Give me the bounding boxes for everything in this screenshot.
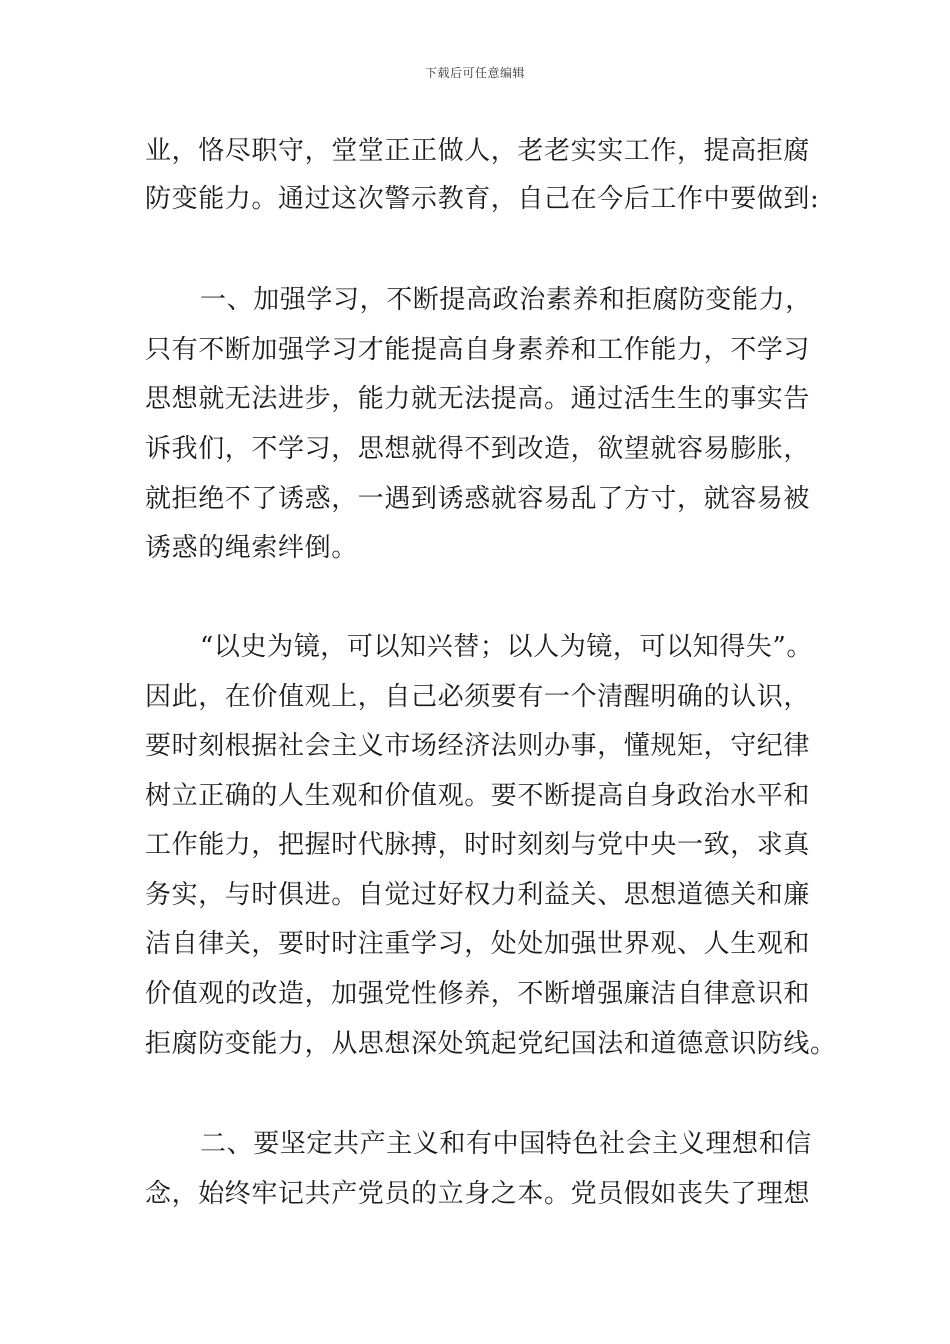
paragraph-2-line-5: 就拒绝不了诱惑，一遇到诱惑就容易乱了方寸，就容易被	[145, 484, 811, 514]
paragraph-3-line-2: 因此，在价值观上，自己必须要有一个清醒明确的认识，	[145, 682, 811, 712]
paragraph-3-line-5: 工作能力，把握时代脉搏，时时刻刻与党中央一致，求真	[145, 830, 811, 860]
paragraph-3-line-1: “以史为镜，可以知兴替；以人为镜，可以知得失”。	[200, 632, 813, 662]
paragraph-3-line-4: 树立正确的人生观和价值观。要不断提高自身政治水平和	[145, 781, 811, 811]
paragraph-2-line-2: 只有不断加强学习才能提高自身素养和工作能力，不学习	[145, 335, 811, 365]
paragraph-3-line-7: 洁自律关，要时时注重学习，处处加强世界观、人生观和	[145, 929, 811, 959]
paragraph-2-line-1: 一、加强学习，不断提高政治素养和拒腐防变能力，	[200, 285, 812, 315]
paragraph-3-line-3: 要时刻根据社会主义市场经济法则办事，懂规矩，守纪律	[145, 731, 811, 761]
paragraph-1-line-2: 防变能力。通过这次警示教育，自己在今后工作中要做到:	[145, 184, 820, 214]
paragraph-4-line-1: 二、要坚定共产主义和有中国特色社会主义理想和信	[200, 1129, 812, 1159]
paragraph-2-line-3: 思想就无法进步，能力就无法提高。通过活生生的事实告	[145, 384, 811, 414]
paragraph-2-line-4: 诉我们，不学习，思想就得不到改造，欲望就容易膨胀，	[145, 434, 811, 464]
paragraph-3-line-9: 拒腐防变能力，从思想深处筑起党纪国法和道德意识防线。	[145, 1029, 837, 1059]
page-header: 下载后可任意编辑	[424, 66, 525, 80]
paragraph-2-line-6: 诱惑的绳索绊倒。	[145, 533, 358, 563]
paragraph-3-line-6: 务实，与时俱进。自觉过好权力利益关、思想道德关和廉	[145, 880, 811, 910]
paragraph-4-line-2: 念，始终牢记共产党员的立身之本。党员假如丧失了理想	[145, 1179, 811, 1209]
paragraph-3-line-8: 价值观的改造，加强党性修养，不断增强廉洁自律意识和	[145, 979, 811, 1009]
paragraph-1-line-1: 业，恪尽职守，堂堂正正做人，老老实实工作，提高拒腐	[145, 136, 811, 166]
